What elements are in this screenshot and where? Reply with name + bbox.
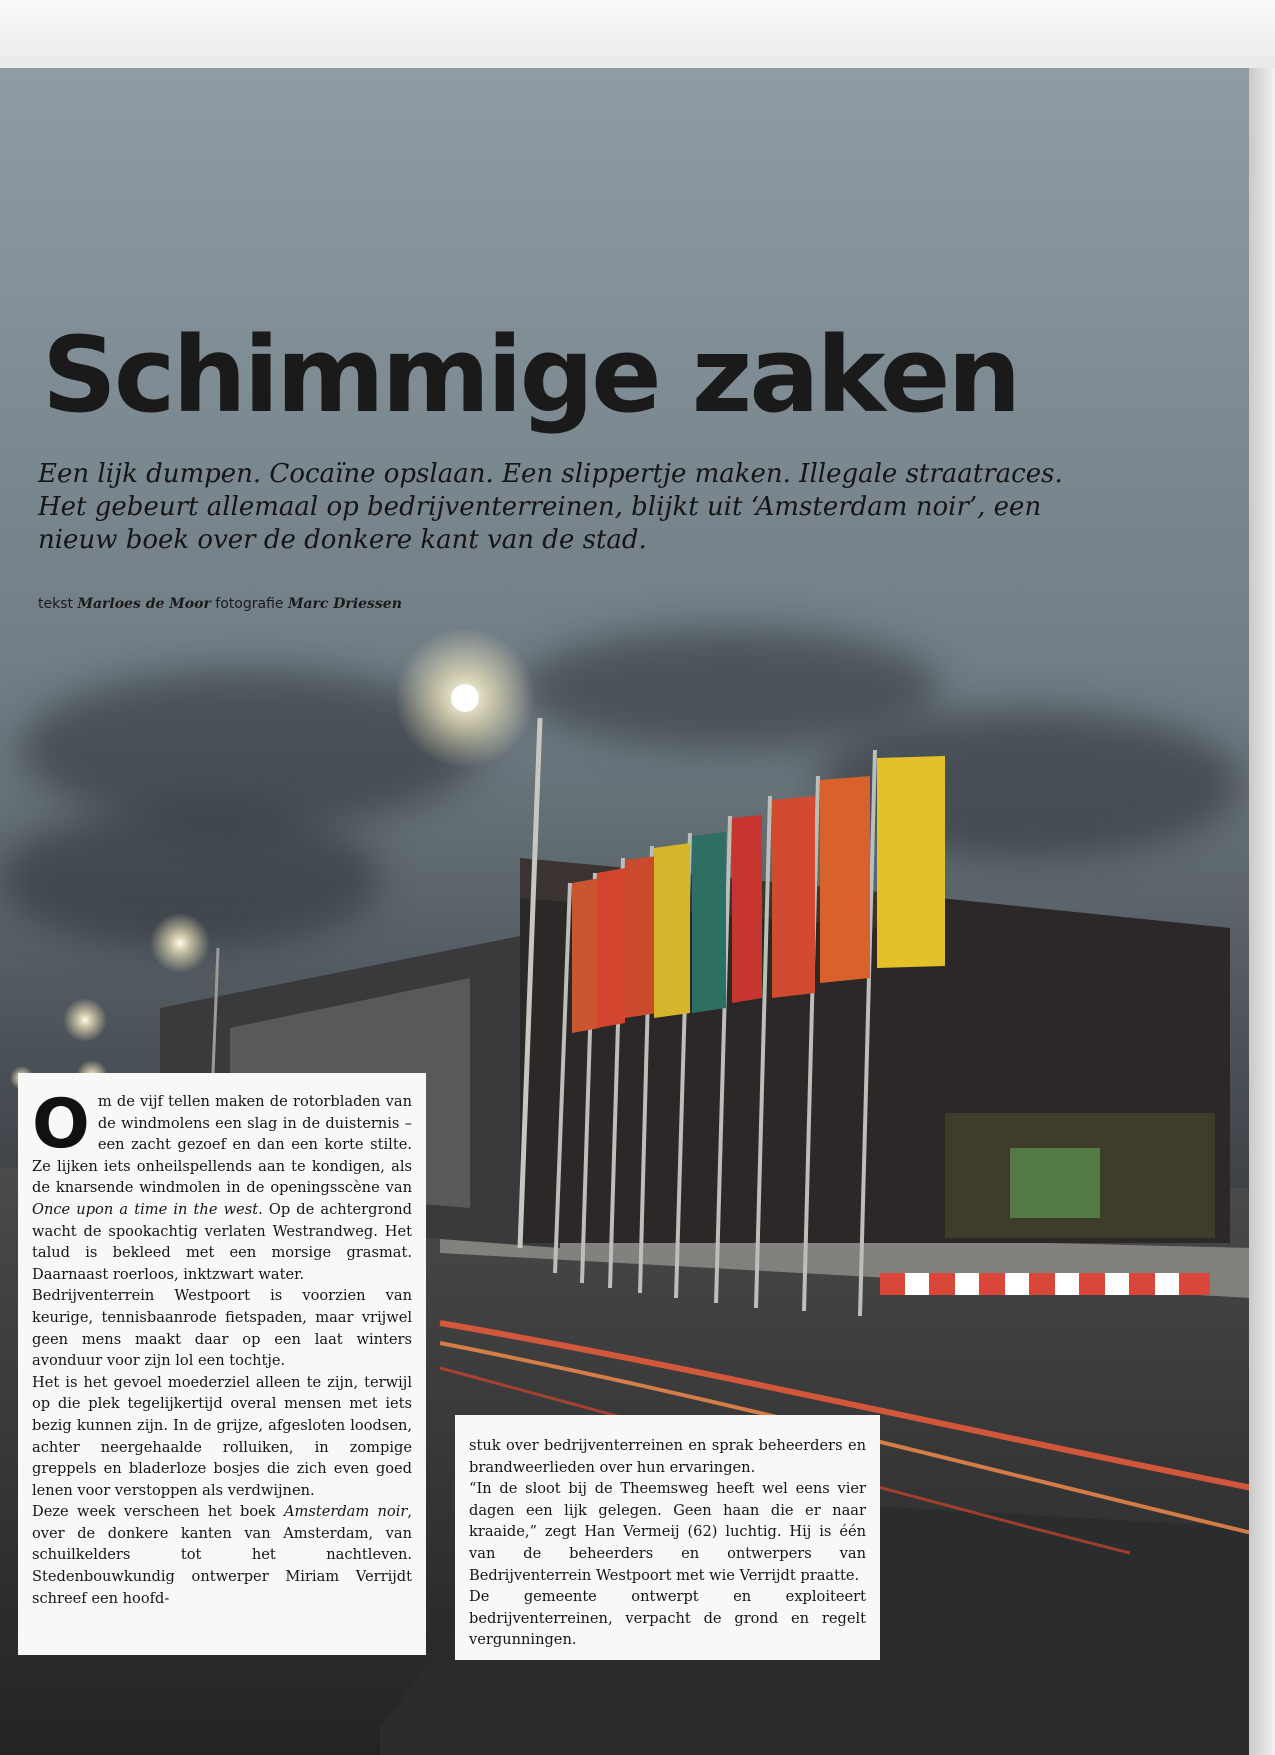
paragraph-text: Deze week verscheen het boek <box>32 1503 276 1521</box>
flag <box>732 815 762 1003</box>
flag <box>772 796 815 998</box>
flag <box>877 756 945 968</box>
article-intro: Een lijk dumpen. Cocaïne opslaan. Een slippertje maken. Illegale straatraces. Het gebeurt allemaal op bedrijventerreinen, blijkt uit ‘Amsterdam noir’, een nieuw boek over de donkere kant van de stad. <box>38 459 1063 555</box>
street-lamp-core <box>451 684 479 712</box>
flag <box>572 878 600 1033</box>
paragraph-text: , over de donkere kanten van Amsterdam, van schuilkelders tot het nachtleven. Stedenbouwkundig ontwerper Miriam Verrijdt schreef een hoofd- <box>32 1503 412 1607</box>
drop-cap: O <box>32 1085 90 1164</box>
article-column-1 <box>18 1073 426 1655</box>
paragraph <box>32 1085 413 1285</box>
paragraph: De gemeente ontwerpt en exploiteert bedrijventerreinen, verpacht de grond en regelt vergunningen. <box>469 1588 866 1649</box>
credit-photo-label: fotografie <box>215 596 284 612</box>
paragraph-text: . Op de achtergrond wacht de spookachtig verlaten Westrandweg. Het talud is bekleed met een morsige grasmat. Daarnaast roerloos, inktzwart water. <box>32 1200 413 1283</box>
credit-photo-author: Marc Driessen <box>287 596 402 612</box>
article-column-2 <box>455 1415 880 1660</box>
paragraph: Het is het gevoel moederziel alleen te zijn, terwijl op die plek tegelijkertijd overal mensen met iets bezig kunnen zijn. In de grijze, afgesloten loodsen, achter neergehaalde rolluiken, in zompige greppels en bladerloze bosjes die zich even goed lenen voor verstoppen als verdwijnen. <box>32 1373 412 1499</box>
flag <box>597 868 625 1028</box>
article-credits <box>38 596 402 612</box>
film-title: Once upon a time in the west <box>32 1200 259 1218</box>
flag <box>625 856 657 1018</box>
paragraph-text: m de vijf tellen maken de rotorbladen van de windmolens een slag in de duisternis – een zacht gezoef en dan een korte stilte. Ze lijken iets onheilspellends aan te kondigen, als de knarsende windmolen in de openingsscène van <box>32 1093 412 1197</box>
paragraph: Bedrijventerrein Westpoort is voorzien van keurige, tennisbaanrode fietspaden, maar vrijwel geen mens maakt daar op een laat winters avonduur voor zijn lol een tochtje. <box>32 1287 412 1370</box>
flag <box>820 776 870 983</box>
street-lamp <box>150 913 210 973</box>
credit-text-author: Marloes de Moor <box>77 596 211 612</box>
page-edge <box>1249 68 1275 1755</box>
book-title: Amsterdam noir <box>283 1503 408 1521</box>
paragraph: “In de sloot bij de Theemsweg heeft wel eens vier dagen een lijk gelegen. Geen haan die er naar kraaide,” zegt Han Vermeij (62) luchtig. Hij is één van de beheerders en ontwerpers van Bedrijventerrein Westpoort met wie Verrijdt praatte. <box>469 1480 866 1584</box>
flag <box>692 832 726 1013</box>
article-headline: Schimmige zaken <box>42 314 1019 436</box>
flag <box>654 843 690 1018</box>
paragraph <box>32 1501 412 1609</box>
credit-text-label: tekst <box>38 596 73 612</box>
street-lamp <box>63 998 107 1042</box>
shop-window-light <box>1010 1148 1100 1218</box>
paragraph: stuk over bedrijventerreinen en sprak beheerders en brandweerlieden over hun ervaringen. <box>469 1437 866 1476</box>
scanner-margin <box>0 0 1275 70</box>
